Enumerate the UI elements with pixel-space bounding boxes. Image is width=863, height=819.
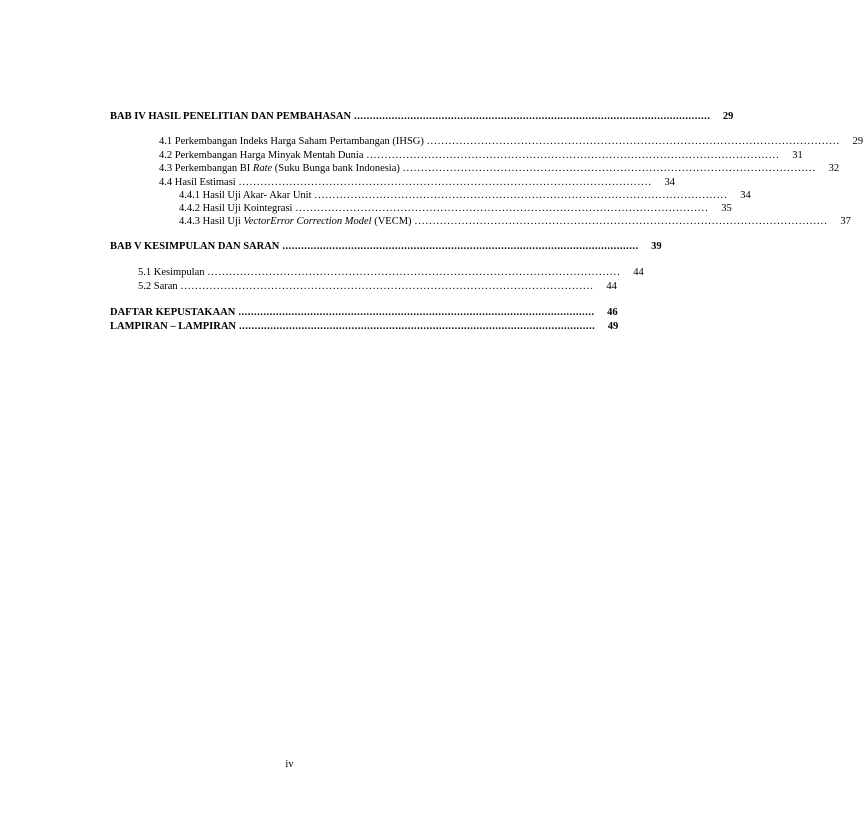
toc-entry-label: LAMPIRAN – LAMPIRAN <box>110 321 236 332</box>
label-italic-text: Rate <box>252 163 273 174</box>
toc-entry-page: 39 <box>651 241 662 252</box>
toc-entry-label: BAB V KESIMPULAN DAN SARAN <box>110 241 280 252</box>
dot-leader: .................................................................................................................. <box>282 241 639 252</box>
toc-entry-page: 32 <box>828 163 840 174</box>
dot-leader: .................................................................................................................. <box>239 321 596 332</box>
label-italic-text: VectorError Correction Model <box>243 216 372 227</box>
toc-entry-label: DAFTAR KEPUSTAKAAN <box>110 307 236 318</box>
dot-leader: .................................................................................................................. <box>366 150 780 161</box>
toc-entry-label: BAB IV HASIL PENELITIAN DAN PEMBAHASAN <box>110 111 352 122</box>
dot-leader: .................................................................................................................. <box>295 203 709 214</box>
page-number: iv <box>285 759 294 770</box>
toc-entry-page: 46 <box>607 307 618 318</box>
label-text: (VECM) <box>371 216 412 227</box>
toc-entry-4-1 <box>159 135 863 149</box>
toc-entry-page: 37 <box>840 216 851 227</box>
toc-entry-page: 44 <box>606 281 617 292</box>
toc-entry-page: 29 <box>852 136 863 147</box>
dot-leader: .................................................................................................................. <box>238 307 595 318</box>
toc-entry-label: 4.4.1 Hasil Uji Akar- Akar Unit <box>179 190 312 201</box>
toc-entry-label: 4.2 Perkembangan Harga Minyak Mentah Dunia <box>159 150 364 161</box>
toc-entry-label: 5.2 Saran <box>138 281 178 292</box>
label-text: 4.3 Perkembangan BI <box>159 163 253 174</box>
dot-leader: .................................................................................................................. <box>402 163 817 174</box>
label-text: 4.4.3 Hasil Uji <box>179 216 244 227</box>
dot-leader: .................................................................................................................. <box>207 267 621 278</box>
toc-entry-4-4-2 <box>179 202 732 216</box>
toc-entry-label: 4.4 Hasil Estimasi <box>159 177 236 188</box>
toc-entry-4-4-3 <box>179 215 851 229</box>
toc-entry-label <box>179 215 412 229</box>
toc-entry-5-2 <box>138 280 617 294</box>
toc-entry-page: 34 <box>740 190 751 201</box>
dot-leader: .................................................................................................................. <box>314 190 728 201</box>
dot-leader: .................................................................................................................. <box>180 281 594 292</box>
toc-entry-4-4-1 <box>179 189 751 203</box>
toc-entry-4-2 <box>159 149 803 163</box>
toc-entry-page: 34 <box>664 177 675 188</box>
toc-entry-page: 31 <box>792 150 803 161</box>
toc-entry-4-4 <box>159 176 675 190</box>
toc-entry-bab-iv <box>110 110 734 124</box>
dot-leader: .................................................................................................................. <box>354 111 711 122</box>
toc-entry-label: 4.1 Perkembangan Indeks Harga Saham Pertambangan (IHSG) <box>159 136 424 147</box>
dot-leader: .................................................................................................................. <box>426 136 841 147</box>
toc-entry-label: 4.4.2 Hasil Uji Kointegrasi <box>179 203 293 214</box>
toc-entry-bab-v <box>110 240 662 254</box>
toc-entry-page: 44 <box>633 267 644 278</box>
toc-entry-label <box>159 162 400 176</box>
dot-leader: .................................................................................................................. <box>414 216 828 227</box>
dot-leader: .................................................................................................................. <box>238 177 652 188</box>
toc-entry-lampiran <box>110 320 619 334</box>
toc-entry-4-3 <box>159 162 840 176</box>
toc-entry-label: 5.1 Kesimpulan <box>138 267 205 278</box>
toc-entry-page: 49 <box>607 321 619 332</box>
toc-entry-daftar-kepustakaan <box>110 306 618 320</box>
toc-entry-5-1 <box>138 266 644 280</box>
toc-entry-page: 35 <box>721 203 732 214</box>
label-text: (Suku Bunga bank Indonesia) <box>272 163 400 174</box>
toc-entry-page: 29 <box>722 111 734 122</box>
